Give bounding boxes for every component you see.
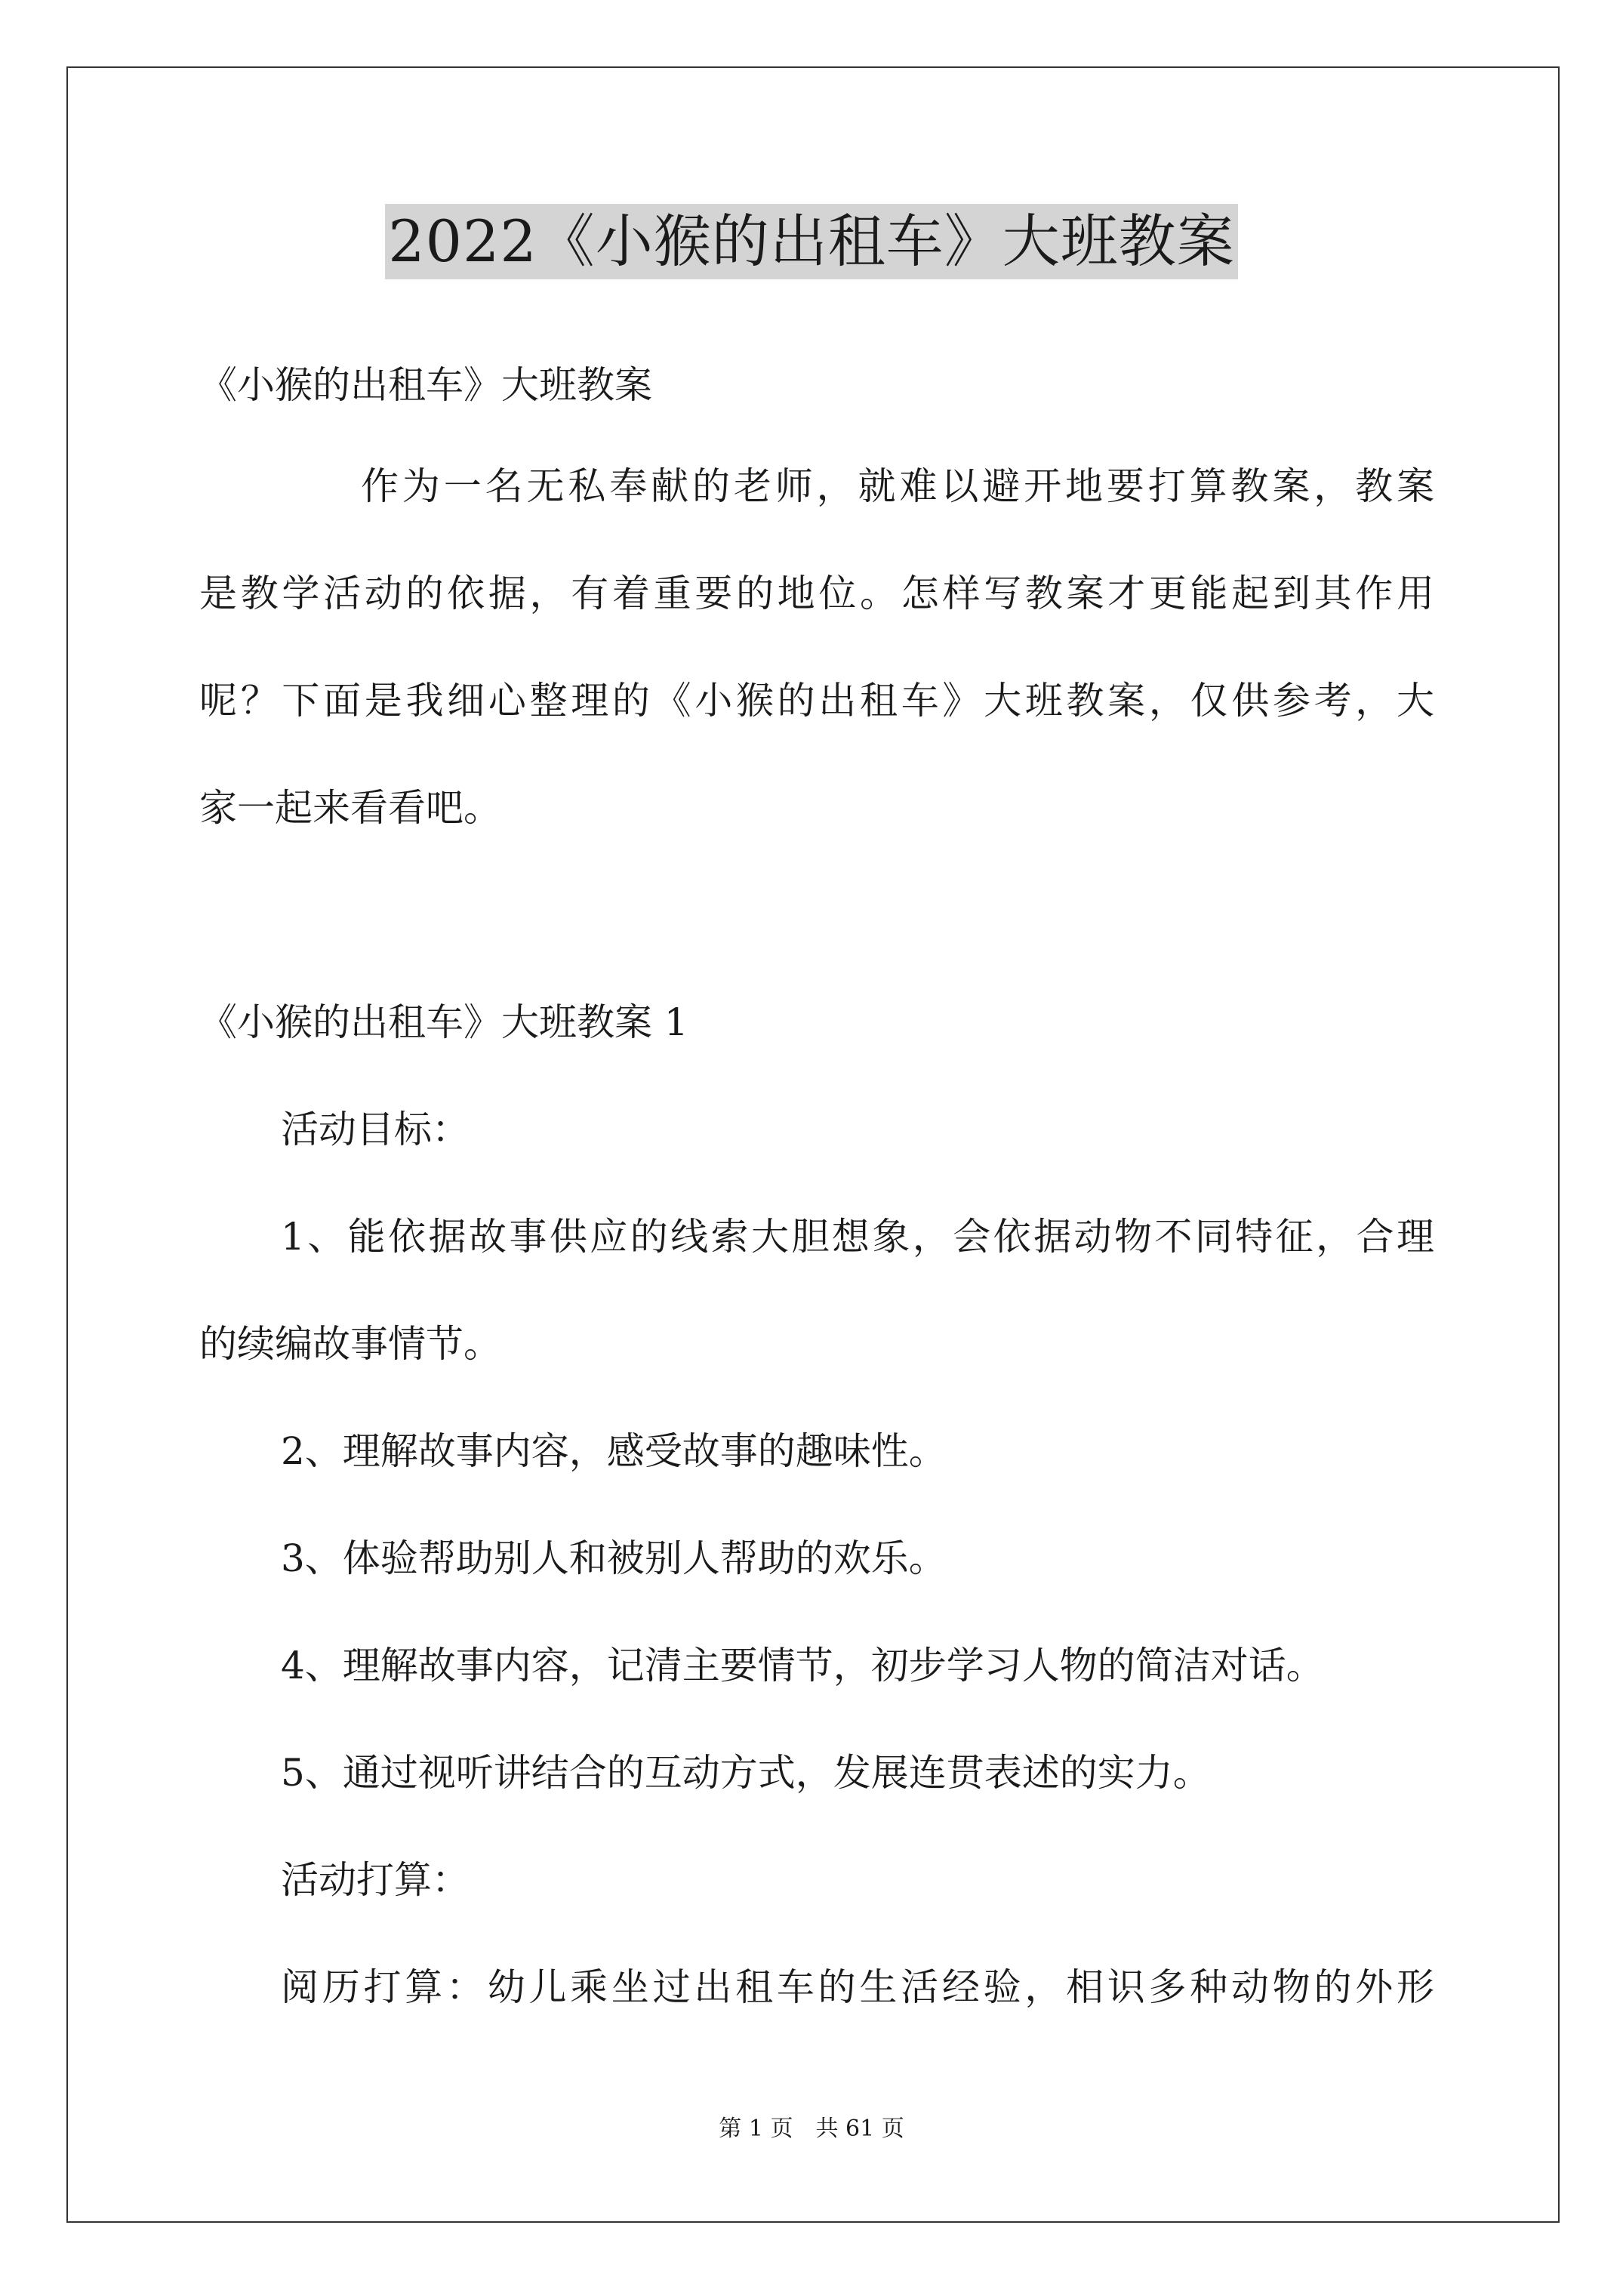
intro-line-1: 作为一名无私奉献的老师，就难以避开地要打算教案，教案 [361, 464, 1434, 508]
intro-line-2: 是教学活动的依据，有着重要的地位。怎样写教案才更能起到其作用 [199, 572, 1434, 615]
document-subtitle: 《小猴的出租车》大班教案 [199, 363, 652, 407]
title-wrap [0, 204, 1623, 279]
goal-1-line-2: 的续编故事情节。 [199, 1322, 501, 1366]
goal-4: 4、理解故事内容，记清主要情节，初步学习人物的简洁对话。 [281, 1644, 1324, 1687]
intro-line-3: 呢？下面是我细心整理的《小猴的出租车》大班教案，仅供参考，大 [199, 679, 1434, 723]
page-number: 第 1 页 共 61 页 [719, 2116, 904, 2142]
intro-line-4: 家一起来看看吧。 [199, 786, 501, 830]
prep-line-1: 阅历打算：幼儿乘坐过出租车的生活经验，相识多种动物的外形 [281, 1965, 1434, 2009]
goal-1-line-1: 1、能依据故事供应的线索大胆想象，会依据动物不同特征，合理 [281, 1215, 1434, 1259]
goals-heading: 活动目标： [281, 1108, 470, 1151]
goal-3: 3、体验帮助别人和被别人帮助的欢乐。 [281, 1536, 947, 1580]
section-heading: 《小猴的出租车》大班教案 1 [199, 1000, 688, 1044]
prep-heading: 活动打算： [281, 1858, 470, 1902]
goal-2: 2、理解故事内容，感受故事的趣味性。 [281, 1429, 947, 1473]
goal-5: 5、通过视听讲结合的互动方式，发展连贯表述的实力。 [281, 1751, 1211, 1795]
document-title: 2022《小猴的出租车》大班教案 [385, 204, 1237, 279]
